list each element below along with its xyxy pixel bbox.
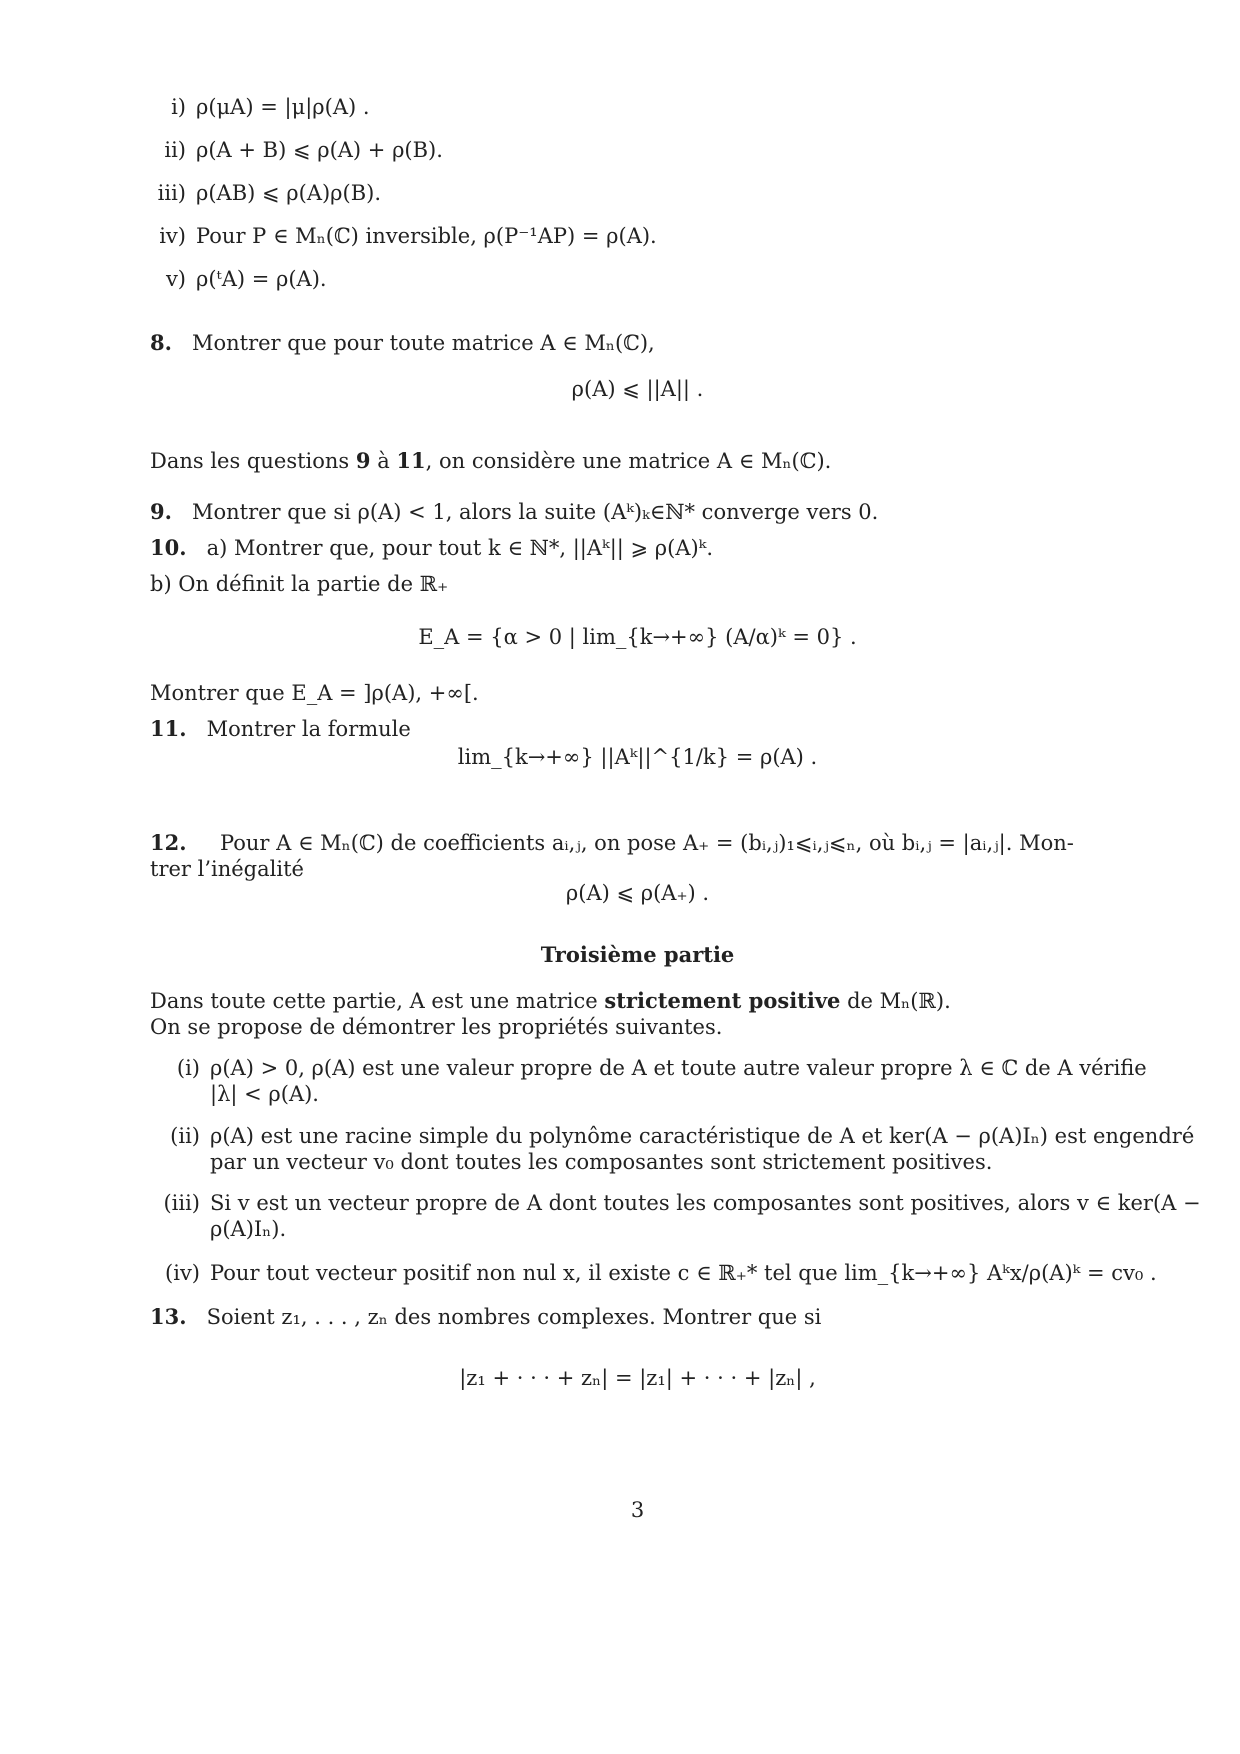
property-label: i) [171,95,186,119]
intro-ref: 9 [355,448,371,473]
claim-text: ρ(A) est une racine simple du polynôme caractéristique de A et ker(A − ρ(A)Iₙ) est engendré [210,1124,1195,1148]
question-text: a) Montrer que, pour tout k ∈ ℕ*, ||Aᵏ|| ⩾ ρ(A)ᵏ. [206,536,714,560]
question-number: 12. [150,830,187,855]
question-text: Montrer la formule [206,717,411,741]
question-text: Soient z₁, . . . , zₙ des nombres complexes. Montrer que si [206,1305,822,1329]
claim-label: (i) [176,1056,200,1080]
property-item [150,264,327,294]
intro-text: de Mₙ(ℝ). [840,989,951,1013]
claim-text-cont: par un vecteur v₀ dont toutes les composantes sont strictement positives. [210,1150,993,1174]
property-text: Pour P ∈ Mₙ(ℂ) inversible, ρ(P⁻¹AP) = ρ(A). [196,224,657,248]
claim-text: Si v est un vecteur propre de A dont toutes les composantes sont positives, alors v ∈ ker(A − [210,1191,1201,1215]
question-number: 13. [150,1304,187,1329]
question-13 [150,1302,821,1332]
property-label: v) [165,267,186,291]
property-label: iii) [157,181,186,205]
intro-questions-9-11 [150,446,831,476]
claim-text-cont: ρ(A)Iₙ). [210,1217,287,1241]
intro-ref: 11 [396,448,426,473]
claim-text: Pour tout vecteur positif non nul x, il existe c ∈ ℝ₊* tel que lim_{k→+∞} Aᵏx/ρ(A)ᵏ = cv₀ . [210,1261,1157,1285]
intro-emphasis: strictement positive [604,988,841,1013]
page-number: 3 [630,1498,645,1522]
claim-label: (ii) [170,1124,200,1148]
question-10b: b) On définit la partie de ℝ₊ [150,572,449,596]
property-item [150,92,370,122]
question-11 [150,714,411,744]
claim-label: (iv) [165,1261,200,1285]
formula-gelfand: lim_{k→+∞} ||Aᵏ||^{1/k} = ρ(A) . [457,745,818,769]
property-item [150,178,381,208]
claim-label: (iii) [163,1191,200,1215]
intro-text: Dans les questions [150,449,356,473]
question-8 [150,328,655,358]
property-text: ρ(AB) ⩽ ρ(A)ρ(B). [196,181,382,205]
formula-norm-bound: ρ(A) ⩽ ||A|| . [571,377,704,401]
claim-text: ρ(A) > 0, ρ(A) est une valeur propre de A et toute autre valeur propre λ ∈ ℂ de A vérifie [210,1056,1147,1080]
property-text: ρ(μA) = |μ|ρ(A) . [196,95,370,119]
question-text: Pour A ∈ Mₙ(ℂ) de coefficients aᵢ,ⱼ, on pose A₊ = (bᵢ,ⱼ)₁⩽ᵢ,ⱼ⩽ₙ, où bᵢ,ⱼ = |aᵢ,ⱼ|. Mon- [219,831,1074,855]
intro-text: Dans toute cette partie, A est une matrice [150,989,605,1013]
formula-triangle-equality: |z₁ + · · · + zₙ| = |z₁| + · · · + |zₙ| , [459,1366,816,1390]
claim-item [150,1258,1157,1288]
question-12-line2: trer l’inégalité [150,857,304,881]
question-number: 11. [150,716,187,741]
part3-intro-line2: On se propose de démontrer les propriétés suivantes. [150,1015,723,1039]
question-text: Montrer que pour toute matrice A ∈ Mₙ(ℂ), [191,331,655,355]
page [150,0,1201,1754]
intro-text: , on considère une matrice A ∈ Mₙ(ℂ). [425,449,832,473]
property-item [150,135,443,165]
property-text: ρ(A + B) ⩽ ρ(A) + ρ(B). [196,138,443,162]
question-number: 9. [150,499,172,524]
question-9 [150,497,878,527]
question-number: 10. [150,535,187,560]
question-10 [150,533,713,563]
formula-set-EA: E_A = {α > 0 | lim_{k→+∞} (A/α)ᵏ = 0} . [418,625,857,649]
section-title: Troisième partie [540,942,735,967]
claim-item [150,1188,1201,1218]
question-text: Montrer que si ρ(A) < 1, alors la suite (Aᵏ)ₖ∈ℕ* converge vers 0. [191,500,879,524]
property-label: iv) [159,224,186,248]
claim-text-cont: |λ| < ρ(A). [210,1082,319,1106]
question-number: 8. [150,330,172,355]
property-label: ii) [164,138,186,162]
intro-text: à [370,449,397,473]
formula-rho-plus: ρ(A) ⩽ ρ(A₊) . [565,881,710,905]
property-text: ρ(ᵗA) = ρ(A). [196,267,327,291]
question-10-conclusion: Montrer que E_A = ]ρ(A), +∞[. [150,681,479,705]
property-item [150,221,657,251]
